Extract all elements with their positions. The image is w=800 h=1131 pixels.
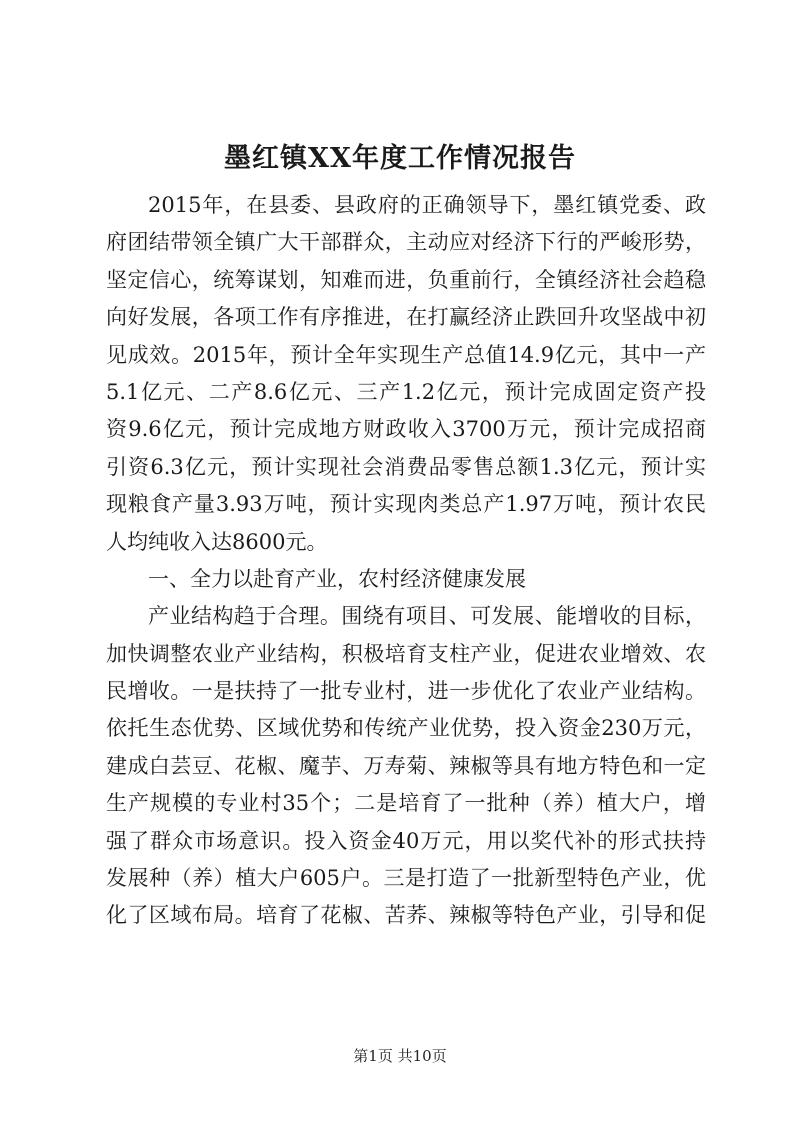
- text-line: 生产规模的专业村35个；二是培育了一批种（养）植大户，增: [106, 791, 706, 816]
- text-line: 府团结带领全镇广大干部群众，主动应对经济下行的严峻形势，: [106, 230, 706, 255]
- text-line: 坚定信心，统筹谋划，知难而进，负重前行，全镇经济社会趋稳: [106, 267, 706, 292]
- page-footer: 第1页 共10页: [353, 1047, 447, 1065]
- text-line: 化了区域布局。培育了花椒、苦荞、辣椒等特色产业，引导和促: [106, 903, 706, 928]
- document-body: [106, 187, 706, 935]
- text-line: 强了群众市场意识。投入资金40万元，用以奖代补的形式扶持: [106, 828, 706, 853]
- paragraph-industry: [106, 598, 706, 935]
- text-line: 5.1亿元、二产8.6亿元、三产1.2亿元，预计完成固定资产投: [106, 379, 706, 404]
- text-line: 见成效。2015年，预计全年实现生产总值14.9亿元，其中一产: [106, 342, 706, 367]
- text-line: 依托生态优势、区域优势和传统产业优势，投入资金230万元，: [106, 716, 706, 741]
- text-line: 产业结构趋于合理。围绕有项目、可发展、能增收的目标，: [148, 604, 706, 629]
- text-line: 2015年，在县委、县政府的正确领导下，墨红镇党委、政: [148, 193, 706, 217]
- text-line: 向好发展，各项工作有序推进，在打赢经济止跌回升攻坚战中初: [106, 305, 706, 330]
- text-line: 发展种（养）植大户605户。三是打造了一批新型特色产业，优: [106, 866, 706, 891]
- text-line: 加快调整农业产业结构，积极培育支柱产业，促进农业增效、农: [106, 641, 706, 666]
- text-line: 引资6.3亿元，预计实现社会消费品零售总额1.3亿元，预计实: [106, 454, 706, 479]
- section-heading: [106, 561, 706, 598]
- text-line: 民增收。一是扶持了一批专业村，进一步优化了农业产业结构。: [106, 679, 706, 704]
- paragraph-intro: [106, 187, 706, 561]
- document-title: 墨红镇XX年度工作情况报告: [224, 143, 576, 174]
- text-line: 资9.6亿元，预计完成地方财政收入3700万元，预计完成招商: [106, 417, 706, 442]
- text-line: 人均纯收入达8600元。: [106, 529, 328, 554]
- text-line: 现粮食产量3.93万吨，预计实现肉类总产1.97万吨，预计农民: [106, 492, 706, 517]
- text-line: 建成白芸豆、花椒、魔芋、万寿菊、辣椒等具有地方特色和一定: [106, 753, 706, 778]
- section-heading-text: 一、全力以赴育产业，农村经济健康发展: [148, 566, 526, 591]
